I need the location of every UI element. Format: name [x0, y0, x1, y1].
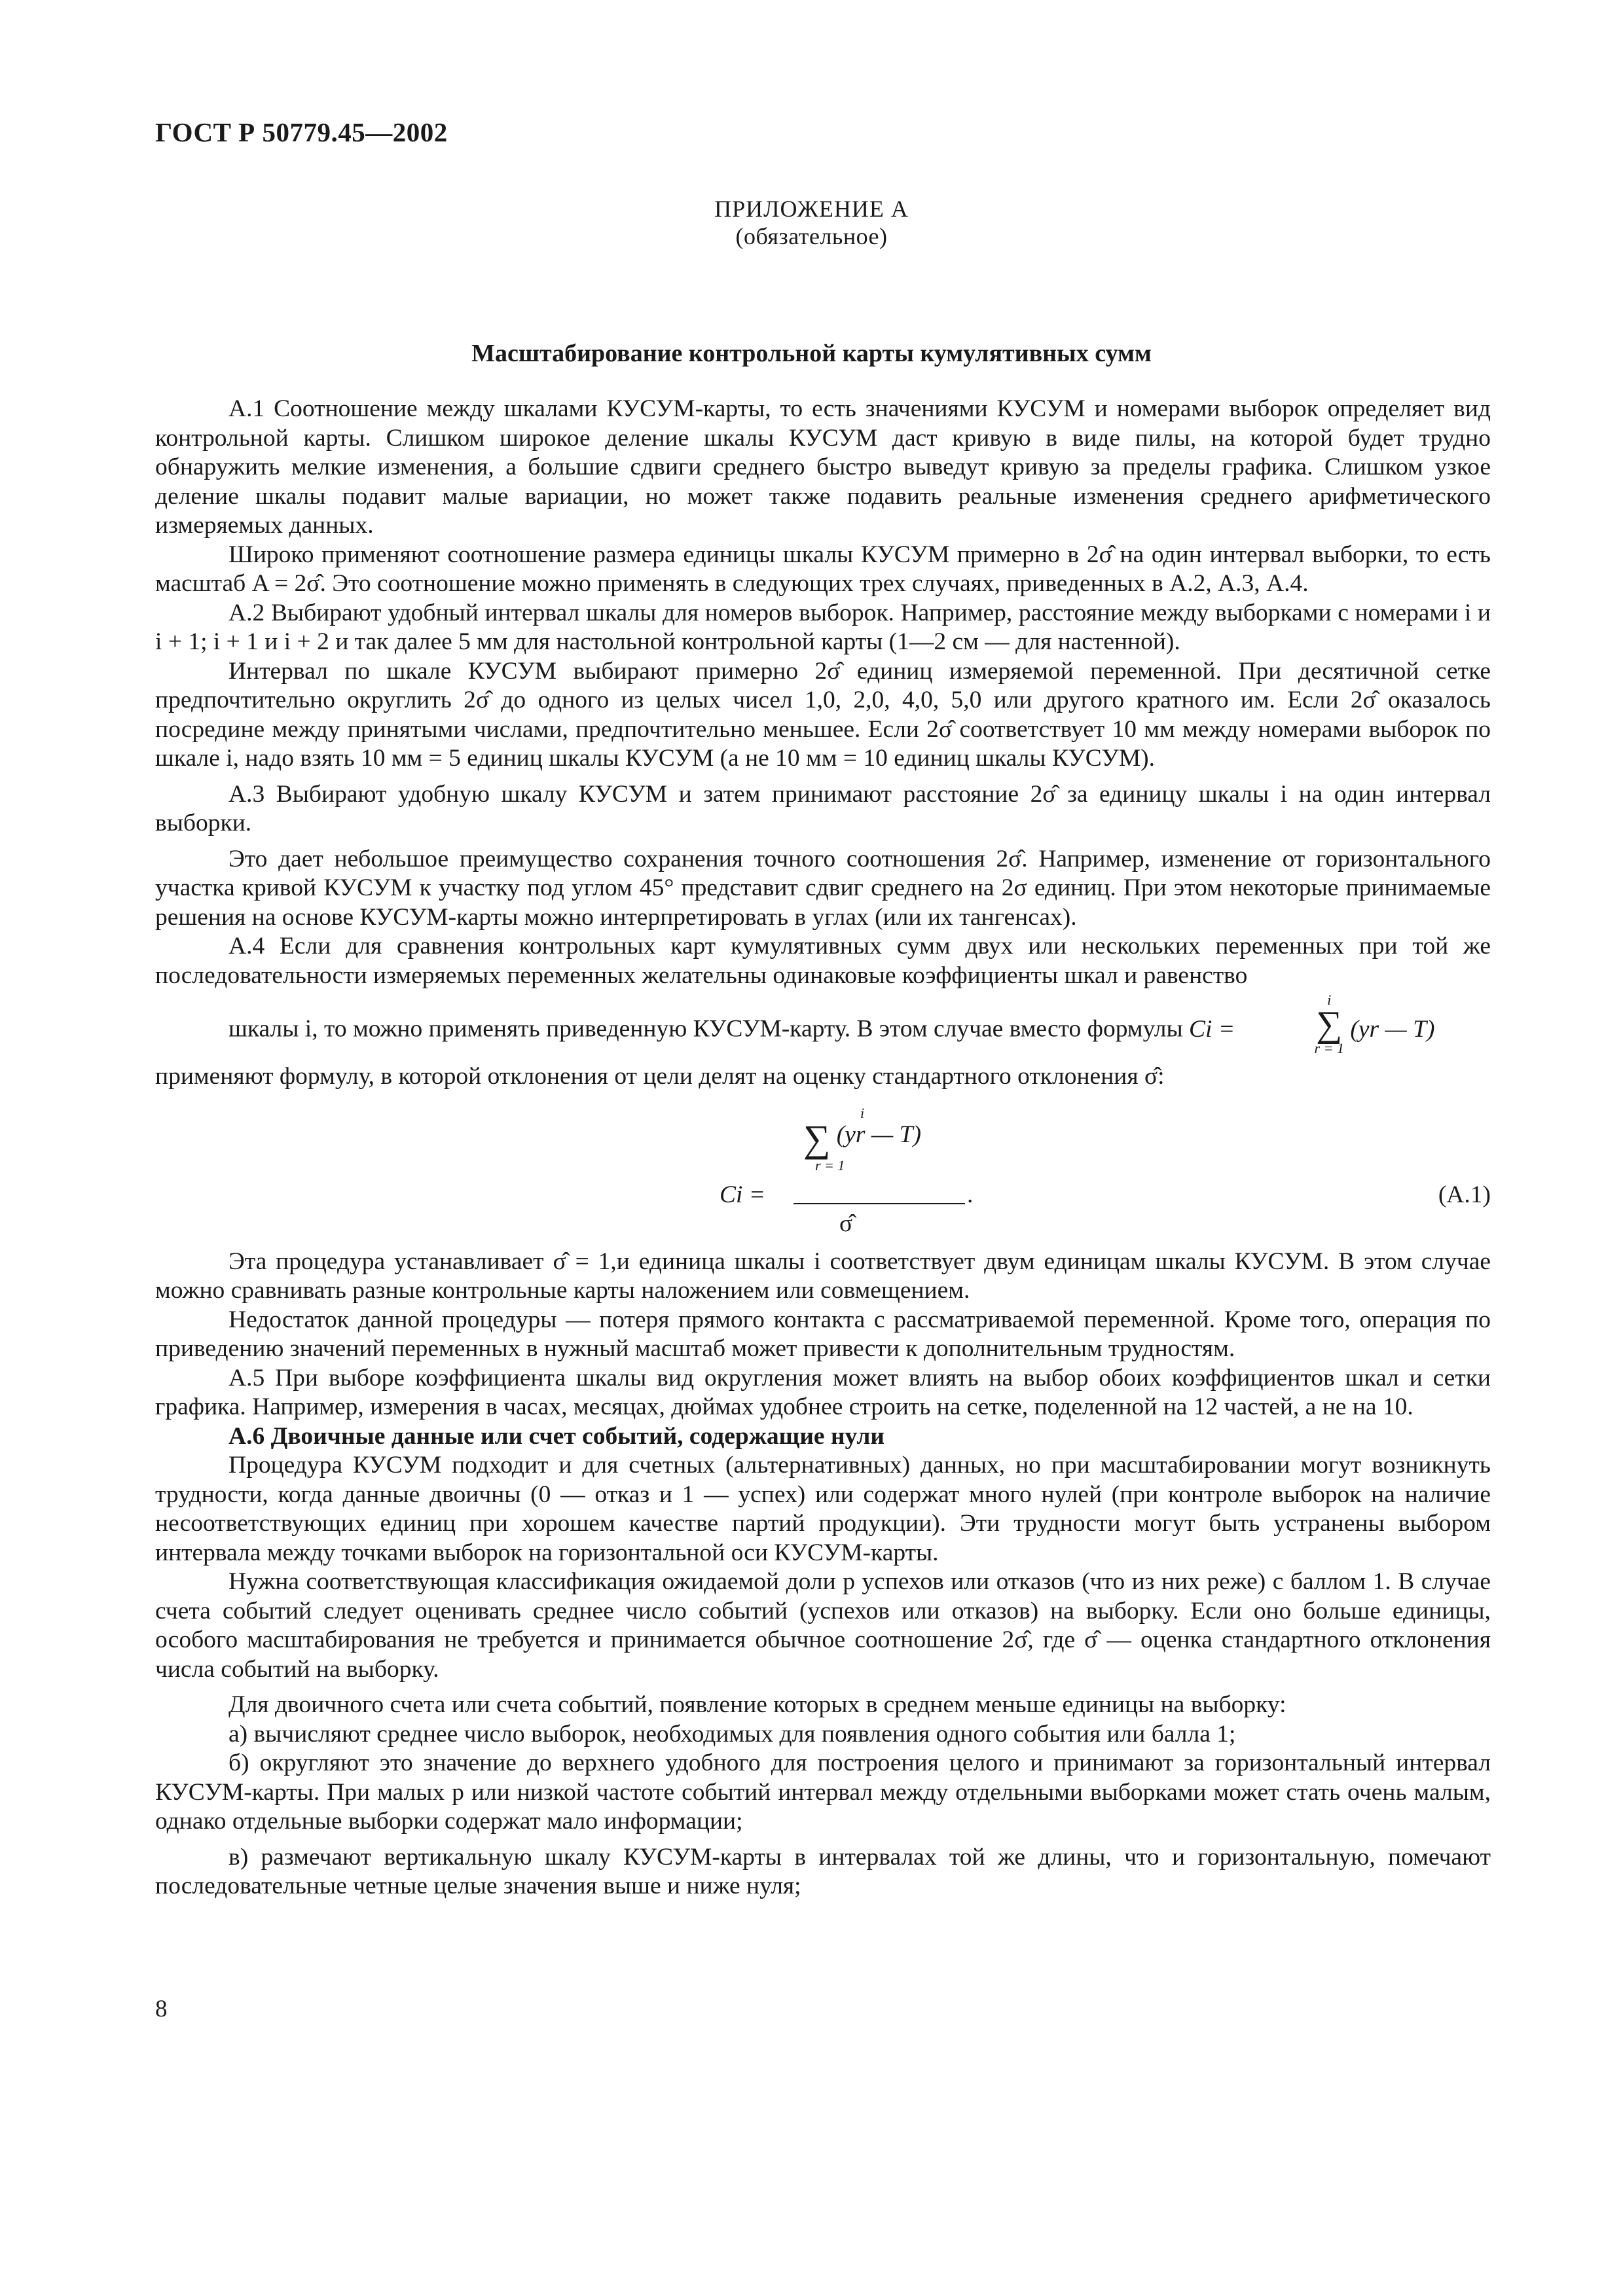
paragraph-a5: А.5 При выборе коэффициента шкалы вид округления может влиять на выбор обоих коэффициентов шкал и сетки графика. Например, измерения в часах, месяцах, дюймах удобнее строить на сетке, поделенной на 12 частей, а не на 10.: [155, 1364, 1491, 1420]
list-item-c: в) размечают вертикальную шкалу КУСУМ-карты в интервалах той же длины, что и горизонтальную, помечают последовательные четные целые значения выше и ниже нуля;: [155, 1843, 1491, 1899]
inline-formula-lhs: Ci =: [1189, 1015, 1235, 1043]
appendix-label: ПРИЛОЖЕНИЕ А: [714, 196, 909, 222]
list-item-a: а) вычисляют среднее число выборок, необходимых для появления одного события или балла 1;: [228, 1720, 1236, 1748]
paragraph-binary-count: Для двоичного счета или счета событий, появление которых в среднем меньше единицы на выборку:: [228, 1691, 1286, 1718]
formula-a1-denominator: σ̂: [839, 1210, 853, 1237]
page-number: 8: [155, 1996, 168, 2022]
paragraph-procedure: Эта процедура устанавливает σ̂ = 1,и единица шкалы i соответствует двум единицам шкалы КУСУМ. В этом случае можно сравнивать разные контрольные карты наложением или совмещением.: [155, 1247, 1491, 1304]
formula-a1-period: .: [967, 1181, 974, 1208]
list-item-b: б) округляют это значение до верхнего удобного для построения целого и принимают за горизонтальный интервал КУСУМ-карты. При малых p или низкой частоте событий интервал между отдельными выборками может стать очень малым, однако отдельные выборки содержат мало информации;: [155, 1749, 1491, 1835]
formula-a1: [155, 1103, 1491, 1241]
formula-a1-lower: r = 1: [815, 1157, 845, 1174]
document-body: [155, 395, 1491, 1901]
formula-a1-numerator: [764, 1106, 960, 1174]
fraction-bar: [793, 1203, 965, 1204]
formula-a1-upper: i: [860, 1104, 865, 1121]
paragraph-a3: А.3 Выбирают удобную шкалу КУСУМ и затем принимают расстояние 2σ̂ за единицу шкалы i на один интервал выборки.: [155, 780, 1491, 836]
paragraph-a4-formula-line: [155, 992, 1491, 1062]
formula-a1-body: (yr — T): [836, 1121, 921, 1148]
paragraph-a4-text: шкалы i, то можно применять приведенную КУСУМ-карту. В этом случае вместо формулы: [228, 1015, 1183, 1043]
paragraph-advantage: Это дает небольшое преимущество сохранения точного соотношения 2σ̂. Например, изменение от горизонтального участка кривой КУСУМ к участку под углом 45° представит сдвиг среднего на 2σ единиц. При этом некоторые принимаемые решения на основе КУСУМ-карты можно интерпретировать в углах (или их тангенсах).: [155, 845, 1491, 931]
formula-a1-lhs: Ci =: [720, 1181, 766, 1208]
paragraph-a2: А.2 Выбирают удобный интервал шкалы для номеров выборок. Например, расстояние между выборками с номерами i и i + 1; i + 1 и i + 2 и так далее 5 мм для настольной контрольной карты (1—2 см — для настенной).: [155, 599, 1491, 655]
paragraph-binary-data: Процедура КУСУМ подходит и для счетных (альтернативных) данных, но при масштабировании могут возникнуть трудности, когда данные двоичны (0 — отказ и 1 — успех) или содержат много нулей (при контроле выборок на наличие несоответствующих единиц при хорошем качестве партий продукции). Эти трудности могут быть устранены выбором интервала между точками выборок на горизонтальной оси КУСУМ-карты.: [155, 1452, 1491, 1566]
inline-sum-upper: i: [1327, 992, 1332, 1008]
appendix-heading: [0, 195, 1623, 250]
paragraph-classification: Нужна соответствующая классификация ожидаемой доли p успехов или отказов (что из них реже) с баллом 1. В случае счета событий следует оценивать среднее число событий (успехов или отказов) на выборку. Если оно больше единицы, особого масштабирования не требуется и принимается обычное соотношение 2σ̂, где σ̂ — оценка стандартного отклонения числа событий на выборку.: [155, 1568, 1491, 1683]
paragraph-scale-ratio: Широко применяют соотношение размера единицы шкалы КУСУМ примерно в 2σ̂ на один интервал выборки, то есть масштаб A = 2σ̂. Это соотношение можно применять в следующих трех случаях, приведенных в А.2, А.3, А.4.: [155, 541, 1491, 597]
paragraph-drawback: Недостаток данной процедуры — потеря прямого контакта с рассматриваемой переменной. Кроме того, операция по приведению значений переменных в нужный масштаб может привести к дополнительным трудностям.: [155, 1306, 1491, 1362]
paragraph-interval: Интервал по шкале КУСУМ выбирают примерно 2σ̂ единиц измеряемой переменной. При десятичной сетке предпочтительно округлить 2σ̂ до одного из целых чисел 1,0, 2,0, 4,0, 5,0 или другого кратного им. Если 2σ̂ оказалось посредине между принятыми числами, предпочтительно меньшее. Если 2σ̂ соответствует 10 мм между номерами выборок по шкале i, надо взять 10 мм = 5 единиц шкалы КУСУМ (а не 10 мм = 10 единиц шкалы КУСУМ).: [155, 657, 1491, 772]
appendix-status: (обязательное): [735, 223, 888, 249]
subsection-heading-a6: А.6 Двоичные данные или счет событий, содержащие нули: [228, 1422, 885, 1450]
sigma-icon: ∑: [803, 1117, 831, 1160]
formula-number: (А.1): [1438, 1181, 1491, 1208]
inline-cusum-formula: [1189, 992, 1435, 1056]
inline-sum-lower: r = 1: [1314, 1040, 1344, 1056]
sigma-icon: ∑: [1316, 1004, 1343, 1045]
standard-header: ГОСТ Р 50779.45—2002: [155, 117, 448, 147]
paragraph-a1: А.1 Соотношение между шкалами КУСУМ-карты, то есть значениями КУСУМ и номерами выборок определяет вид контрольной карты. Слишком широкое деление шкалы КУСУМ даст кривую в виде пилы, на которой будет трудно обнаружить мелкие изменения, а большие сдвиги среднего быстро выведут кривую за пределы графика. Слишком узкое деление шкалы подавит малые вариации, но может также подавить реальные изменения среднего арифметического измеряемых данных.: [155, 395, 1491, 539]
section-title: Масштабирование контрольной карты кумулятивных сумм: [471, 340, 1152, 367]
paragraph-a4-continuation: применяют формулу, в которой отклонения от цели делят на оценку стандартного отклонения σ̂:: [155, 1063, 1165, 1090]
inline-sum-operator: [1241, 993, 1344, 1056]
paragraph-a4: А.4 Если для сравнения контрольных карт кумулятивных сумм двух или нескольких переменных при той же последовательности измеряемых переменных желательны одинаковые коэффициенты шкал и равенство: [155, 933, 1491, 989]
inline-formula-body: (yr — T): [1350, 1015, 1435, 1043]
